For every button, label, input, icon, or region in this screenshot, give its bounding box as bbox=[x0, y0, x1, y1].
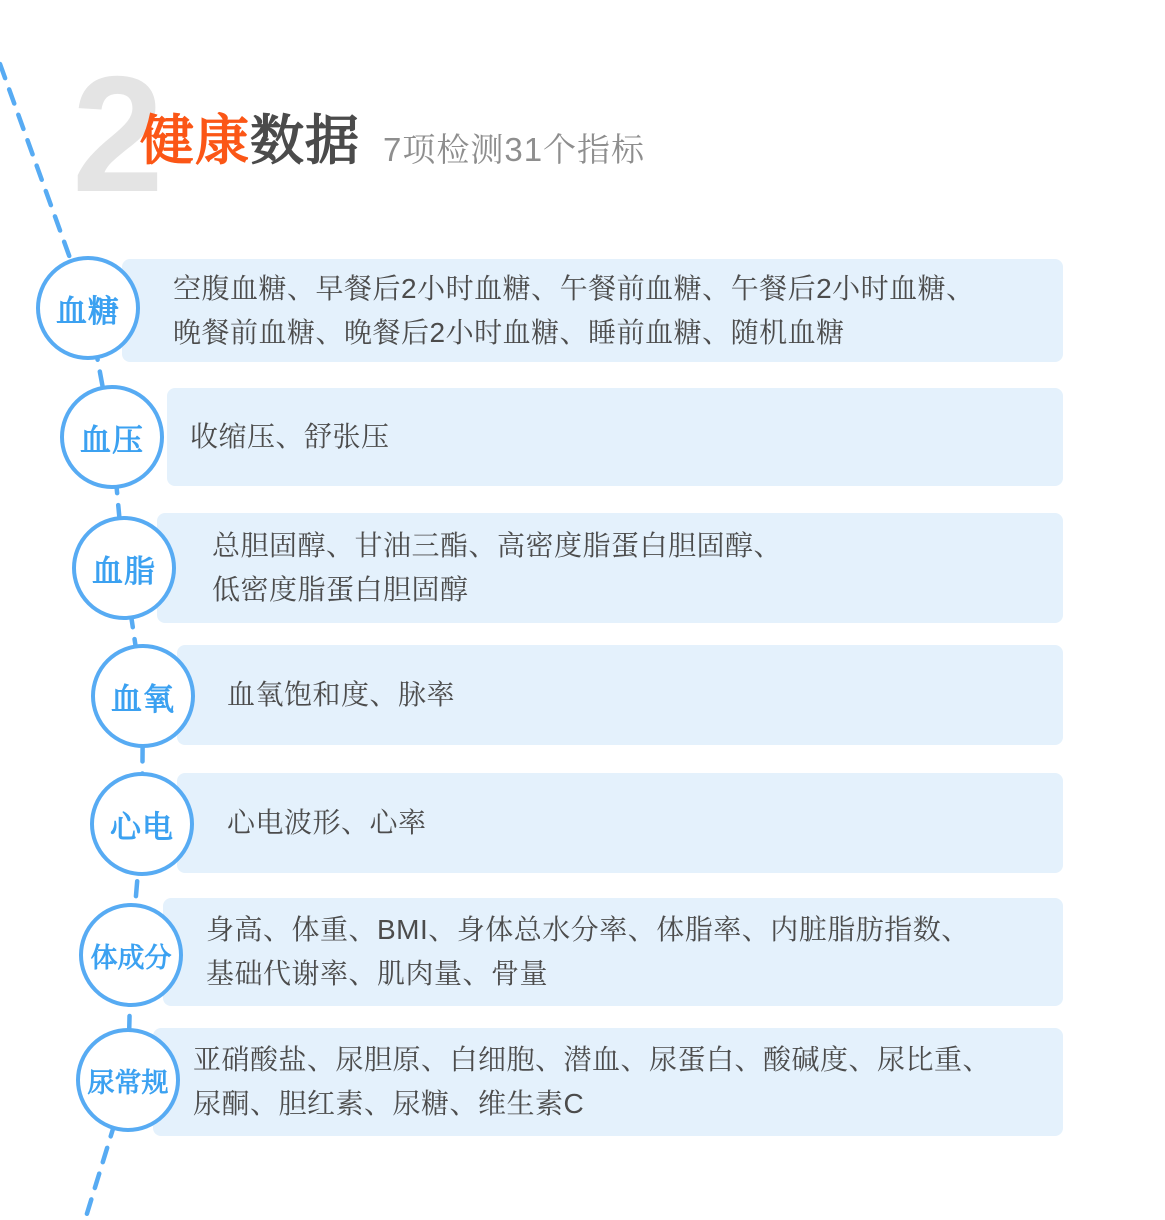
panel-text-line: 基础代谢率、肌肉量、骨量 bbox=[206, 958, 549, 989]
page-title-highlight: 健康 bbox=[140, 111, 250, 171]
category-label-blood-pressure: 血压 bbox=[80, 422, 144, 458]
category-panel-blood-sugar bbox=[122, 259, 1063, 362]
category-panel-body-composition bbox=[163, 898, 1063, 1006]
category-label-blood-sugar: 血糖 bbox=[56, 293, 120, 329]
panel-text-line: 低密度脂蛋白胆固醇 bbox=[212, 574, 469, 605]
category-panel-urine-routine bbox=[153, 1028, 1063, 1136]
category-circle-blood-sugar bbox=[36, 256, 140, 360]
category-panel-blood-pressure bbox=[167, 388, 1063, 486]
category-circle-blood-pressure bbox=[60, 385, 164, 489]
panel-text-line: 收缩压、舒张压 bbox=[190, 421, 390, 452]
panel-text-line: 总胆固醇、甘油三酯、高密度脂蛋白胆固醇、 bbox=[212, 530, 783, 561]
category-panel-blood-oxygen bbox=[177, 645, 1063, 745]
category-circle-blood-lipids bbox=[72, 516, 176, 620]
panel-text-line: 心电波形、心率 bbox=[227, 807, 427, 838]
page-subtitle: 7项检测31个指标 bbox=[383, 131, 646, 168]
category-circle-body-composition bbox=[79, 903, 183, 1007]
category-circle-urine-routine bbox=[76, 1028, 180, 1132]
category-panel-blood-lipids bbox=[157, 513, 1063, 623]
panel-text-line: 亚硝酸盐、尿胆原、白细胞、潜血、尿蛋白、酸碱度、尿比重、 bbox=[193, 1044, 992, 1075]
page-title-rest: 数据 bbox=[250, 111, 360, 171]
category-panel-ecg bbox=[177, 773, 1063, 873]
category-label-blood-lipids: 血脂 bbox=[92, 553, 156, 589]
section-number: 2 bbox=[72, 42, 164, 226]
panel-text-line: 尿酮、胆红素、尿糖、维生素C bbox=[193, 1088, 585, 1119]
panel-text-line: 空腹血糖、早餐后2小时血糖、午餐前血糖、午餐后2小时血糖、 bbox=[173, 272, 975, 304]
category-circle-ecg bbox=[90, 772, 194, 876]
category-circle-blood-oxygen bbox=[91, 644, 195, 748]
category-label-ecg: 心电 bbox=[110, 809, 174, 845]
panel-text-line: 晚餐前血糖、晚餐后2小时血糖、睡前血糖、随机血糖 bbox=[173, 316, 845, 348]
category-label-body-composition: 体成分 bbox=[90, 942, 172, 973]
category-label-urine-routine: 尿常规 bbox=[87, 1067, 169, 1098]
category-label-blood-oxygen: 血氧 bbox=[111, 681, 175, 717]
panel-text-line: 身高、体重、BMI、身体总水分率、体脂率、内脏脂肪指数、 bbox=[206, 914, 970, 945]
panel-text-line: 血氧饱和度、脉率 bbox=[227, 679, 456, 710]
